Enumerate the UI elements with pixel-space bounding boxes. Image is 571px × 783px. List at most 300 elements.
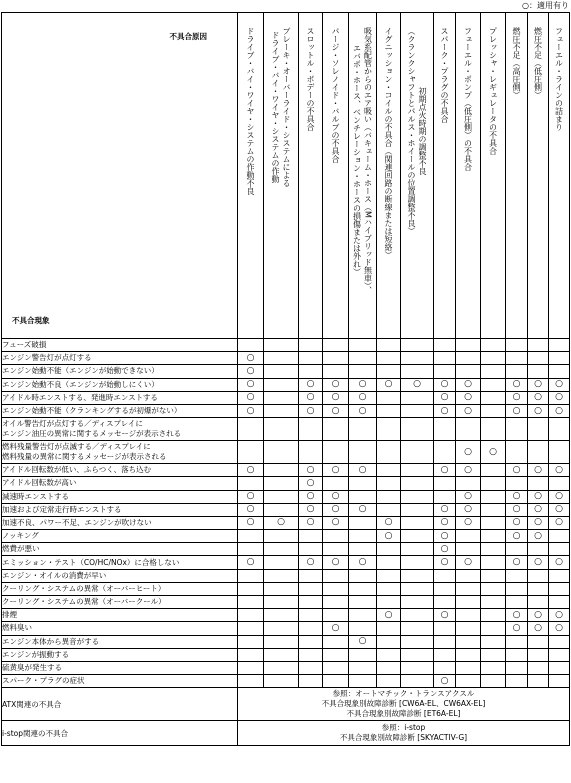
applicability-cell [481,582,506,595]
applicable-mark: ○ [464,379,472,390]
applicability-cell [456,635,481,648]
applicability-cell [456,477,481,490]
applicability-cell [299,635,323,648]
symptom-label: フューズ破損 [2,339,238,352]
applicability-cell [434,339,456,352]
applicability-cell [434,543,456,556]
applicability-cell [401,339,434,352]
applicability-cell [456,352,481,365]
applicable-mark: ○ [384,379,393,390]
applicable-mark: ○ [246,379,255,390]
applicability-cell [401,648,434,661]
applicability-cell [528,503,549,516]
applicability-cell [299,596,323,609]
applicability-cell [506,543,528,556]
symptom-label: 燃料残量警告灯が点滅する／ディスプレイに 燃料残量の異常に関するメッセージが表示される [2,441,238,464]
applicability-cell [323,391,349,404]
applicability-cell [434,635,456,648]
applicability-cell [349,418,377,441]
applicable-mark: ○ [512,392,521,403]
applicability-cell [323,661,349,674]
applicability-cell [401,569,434,582]
causes-header-label: 不具合原因 [169,32,207,41]
applicable-mark: ○ [384,609,393,620]
applicable-mark: ○ [555,504,563,515]
applicable-mark: ○ [464,491,472,502]
applicable-mark: ○ [534,609,542,620]
symptom-label: エンジン本体から異音がする [2,635,238,648]
cause-label: フューエル・ラインの詰まり [554,27,564,131]
applicable-mark: ○ [555,557,563,568]
applicability-cell [264,404,299,417]
applicability-cell [481,441,506,464]
applicability-cell [238,339,264,352]
applicable-mark: ○ [277,517,285,528]
applicability-cell [481,635,506,648]
applicability-cell [299,556,323,569]
table-row [2,635,570,648]
applicability-cell [299,661,323,674]
applicability-cell [377,622,401,635]
legend-note: ○：適用有り [522,1,569,10]
applicability-cell [528,609,549,622]
applicability-cell [299,582,323,595]
applicability-cell [549,582,570,595]
cause-header-6 [377,13,401,339]
applicability-cell [238,569,264,582]
applicability-cell [506,477,528,490]
applicability-cell [349,490,377,503]
table-row [2,404,570,417]
applicable-mark: ○ [384,530,393,541]
applicability-cell [299,404,323,417]
applicability-cell [238,530,264,543]
applicability-cell [506,648,528,661]
applicable-mark: ○ [555,491,563,502]
applicability-cell [528,352,549,365]
applicability-cell [506,516,528,529]
applicability-cell [434,441,456,464]
applicability-cell [549,365,570,378]
cause-header-13 [549,13,570,339]
applicability-cell [528,339,549,352]
applicability-cell [434,365,456,378]
cause-label: 吸気系配管からのエア吸い（バキューム・ホース（Mハイブリッド無車）、 エバポ・ホース、ベンチレーション・ホースの損傷または外れ） [352,27,373,294]
applicable-mark: ○ [440,530,449,541]
applicability-cell [434,569,456,582]
applicability-cell [481,569,506,582]
applicability-cell [264,490,299,503]
applicability-cell [323,596,349,609]
applicability-cell [481,391,506,404]
applicability-cell [506,339,528,352]
applicable-mark: ○ [440,609,449,620]
applicability-cell [299,464,323,477]
applicability-cell [549,441,570,464]
applicability-cell [238,596,264,609]
applicability-cell [323,378,349,391]
applicability-cell [299,569,323,582]
applicability-cell [528,569,549,582]
applicability-cell [481,503,506,516]
table-row [2,569,570,582]
applicability-cell [377,516,401,529]
applicability-cell [506,661,528,674]
cause-label: 初期点火時期の調整不良 （クランクシャフトとパルス・ホイールの位置調整不良） [407,27,427,235]
cause-label: スロットル・ボデーの不具合 [306,27,315,131]
applicability-cell [434,516,456,529]
cause-header-11 [506,13,528,339]
applicability-cell [506,352,528,365]
applicability-cell [238,490,264,503]
applicability-cell [401,661,434,674]
applicable-mark: ○ [331,491,340,502]
applicable-mark: ○ [246,392,255,403]
applicability-cell [401,352,434,365]
applicable-mark: ○ [534,504,542,515]
table-row [2,464,570,477]
applicability-cell [481,352,506,365]
applicability-cell [264,596,299,609]
applicable-mark: ○ [555,622,563,633]
applicability-cell [349,648,377,661]
applicable-mark: ○ [464,504,472,515]
symptom-label: エンジン・オイルの消費が早い [2,569,238,582]
applicability-cell [481,622,506,635]
applicability-cell [549,339,570,352]
applicability-cell [528,391,549,404]
applicability-cell [456,675,481,688]
applicable-mark: ○ [306,491,315,502]
applicability-cell [238,648,264,661]
applicability-cell [349,339,377,352]
applicable-mark: ○ [512,609,521,620]
applicability-cell [434,556,456,569]
applicability-cell [299,391,323,404]
applicable-mark: ○ [512,504,521,515]
applicability-cell [549,391,570,404]
table-row [2,530,570,543]
applicability-cell [299,516,323,529]
applicability-cell [481,556,506,569]
applicability-cell [264,378,299,391]
applicability-cell [401,441,434,464]
applicability-cell [549,418,570,441]
applicability-cell [549,622,570,635]
applicability-cell [377,609,401,622]
applicability-cell [481,490,506,503]
applicability-cell [456,556,481,569]
applicable-mark: ○ [246,491,255,502]
applicability-cell [323,556,349,569]
applicability-cell [528,582,549,595]
applicability-cell [264,391,299,404]
applicability-cell [434,596,456,609]
applicable-mark: ○ [306,379,315,390]
reference-text: 参照：オートマチック・トランスアクスル 不具合現象別故障診断 [CW6A-EL、CW6AX-EL] 不具合現象別故障診断 [ET6A-EL] [238,688,570,721]
applicability-cell [323,530,349,543]
cause-label: 燃圧不足（低圧側） [533,27,543,99]
applicability-cell [506,404,528,417]
applicability-cell [528,530,549,543]
applicability-cell [377,477,401,490]
applicability-cell [299,490,323,503]
table-row [2,339,570,352]
applicability-cell [238,352,264,365]
applicability-cell [528,477,549,490]
applicability-cell [377,543,401,556]
applicability-cell [238,477,264,490]
applicability-cell [434,503,456,516]
applicable-mark: ○ [384,517,393,528]
applicable-mark: ○ [512,405,521,416]
applicability-cell [238,516,264,529]
applicability-cell [528,464,549,477]
applicable-mark: ○ [440,543,449,554]
applicability-cell [401,556,434,569]
applicable-mark: ○ [358,405,367,416]
applicable-mark: ○ [358,379,367,390]
applicability-cell [299,441,323,464]
applicability-cell [506,391,528,404]
applicability-cell [549,648,570,661]
applicable-mark: ○ [440,504,449,515]
cause-header-8 [434,13,456,339]
applicability-cell [299,352,323,365]
cause-label: プレッシャ・レギュレータの不具合 [488,27,498,155]
applicable-mark: ○ [534,405,542,416]
applicability-cell [434,391,456,404]
applicability-cell [238,365,264,378]
applicability-cell [299,477,323,490]
applicability-cell [401,596,434,609]
applicability-cell [528,365,549,378]
applicable-mark: ○ [358,557,367,568]
table-row [2,648,570,661]
applicability-cell [264,365,299,378]
applicability-cell [549,477,570,490]
applicable-mark: ○ [512,517,521,528]
applicability-cell [481,675,506,688]
applicability-cell [377,648,401,661]
applicability-cell [401,404,434,417]
symptom-label: ノッキング [2,530,238,543]
table-row [2,622,570,635]
applicable-mark: ○ [464,392,472,403]
applicability-cell [434,530,456,543]
symptom-label: エンジンが振動する [2,648,238,661]
applicable-mark: ○ [440,405,449,416]
applicability-cell [549,530,570,543]
applicability-cell [528,490,549,503]
applicability-cell [528,648,549,661]
applicable-mark: ○ [512,379,521,390]
applicable-mark: ○ [246,405,255,416]
applicability-cell [377,582,401,595]
applicability-cell [377,365,401,378]
applicability-cell [481,477,506,490]
table-row [2,503,570,516]
applicability-cell [238,675,264,688]
symptom-label: エンジン始動不能（クランキングするが初爆がない） [2,404,238,417]
applicability-cell [401,477,434,490]
cause-label: フューエル・ポンプ（低圧側）の不具合 [463,27,473,171]
header-corner [2,13,238,339]
applicability-cell [401,635,434,648]
applicable-mark: ○ [331,557,340,568]
applicability-cell [323,582,349,595]
cause-label: ブレーキ・オーバーライド・システムによる ドライブ・バイ・ワイヤ・システムの作動 [271,27,291,187]
applicability-cell [349,596,377,609]
applicability-cell [434,404,456,417]
applicability-cell [264,339,299,352]
applicability-cell [434,622,456,635]
table-row [2,441,570,464]
applicability-cell [434,648,456,661]
applicability-cell [434,418,456,441]
applicability-cell [506,596,528,609]
applicable-mark: ○ [440,464,449,475]
symptom-label: アイドル時エンストする、発進時エンストする [2,391,238,404]
applicable-mark: ○ [306,557,315,568]
applicability-cell [506,464,528,477]
applicability-cell [506,675,528,688]
table-row [2,661,570,674]
applicability-cell [456,609,481,622]
applicability-cell [377,556,401,569]
applicability-cell [323,569,349,582]
applicability-cell [401,675,434,688]
table-row [2,490,570,503]
cause-label: ドライブ・バイ・ワイヤ・システムの作動不良 [246,27,255,195]
applicability-cell [549,569,570,582]
cause-label: パージ・ソレノイド・バルブの不具合 [331,27,340,163]
applicability-cell [549,609,570,622]
applicability-cell [528,661,549,674]
applicability-cell [264,569,299,582]
applicability-cell [456,622,481,635]
symptom-label: 燃料臭い [2,622,238,635]
applicability-cell [377,418,401,441]
applicability-cell [238,543,264,556]
applicability-cell [349,622,377,635]
symptom-label: 加速および定常走行時エンストする [2,503,238,516]
applicability-cell [506,441,528,464]
applicability-cell [349,503,377,516]
applicable-mark: ○ [464,557,472,568]
applicability-cell [377,339,401,352]
applicability-cell [481,378,506,391]
symptom-label: クーリング・システムの異常（オーバークール） [2,596,238,609]
symptom-label: エンジン始動不能（エンジンが始動できない） [2,365,238,378]
applicability-cell [506,378,528,391]
applicability-cell [481,596,506,609]
applicability-cell [528,675,549,688]
applicability-cell [323,543,349,556]
applicability-cell [238,441,264,464]
applicability-cell [549,490,570,503]
applicability-cell [238,556,264,569]
applicability-cell [456,543,481,556]
applicability-cell [264,464,299,477]
applicable-mark: ○ [440,517,449,528]
applicability-cell [456,418,481,441]
applicability-cell [323,365,349,378]
applicability-cell [238,609,264,622]
cause-header-3 [299,13,323,339]
applicability-cell [434,609,456,622]
applicable-mark: ○ [534,392,542,403]
applicability-cell [481,418,506,441]
applicability-cell [377,530,401,543]
cause-header-9 [456,13,481,339]
applicability-cell [456,596,481,609]
applicable-mark: ○ [512,464,521,475]
applicable-mark: ○ [440,379,449,390]
applicable-mark: ○ [306,405,315,416]
reference-label: ATX関連の不具合 [2,688,238,721]
applicability-cell [528,596,549,609]
applicable-mark: ○ [464,405,472,416]
applicable-mark: ○ [413,379,421,390]
symptom-label: エンジン始動不良（エンジンが始動しにくい） [2,378,238,391]
applicability-cell [323,490,349,503]
applicability-cell [264,661,299,674]
applicability-cell [349,516,377,529]
applicability-cell [434,352,456,365]
applicability-cell [377,464,401,477]
reference-row [2,721,570,746]
cause-label: スパーク・プラグの不具合 [440,27,449,123]
applicable-mark: ○ [512,491,521,502]
applicability-cell [401,378,434,391]
applicability-cell [323,477,349,490]
applicable-mark: ○ [512,622,521,633]
applicability-cell [481,464,506,477]
applicability-cell [299,648,323,661]
applicability-cell [323,635,349,648]
applicability-cell [456,441,481,464]
applicability-cell [299,675,323,688]
applicable-mark: ○ [331,622,340,633]
applicability-cell [323,622,349,635]
applicability-cell [506,582,528,595]
applicability-cell [506,418,528,441]
applicability-cell [299,622,323,635]
applicability-cell [238,464,264,477]
applicability-cell [238,661,264,674]
table-row [2,582,570,595]
symptom-label: クーリング・システムの異常（オーバーヒート） [2,582,238,595]
symptom-label: 減速時エンストする [2,490,238,503]
table-row [2,675,570,688]
cause-header-2 [264,13,299,339]
applicable-mark: ○ [306,517,315,528]
applicability-cell [264,675,299,688]
applicability-cell [349,675,377,688]
applicable-mark: ○ [512,557,521,568]
applicability-cell [506,569,528,582]
applicability-cell [401,503,434,516]
applicability-cell [456,648,481,661]
applicability-cell [481,609,506,622]
applicable-mark: ○ [555,517,563,528]
applicability-cell [238,378,264,391]
applicable-mark: ○ [246,557,255,568]
applicability-cell [377,352,401,365]
applicability-cell [481,661,506,674]
symptom-label: エンジン警告灯が点灯する [2,352,238,365]
